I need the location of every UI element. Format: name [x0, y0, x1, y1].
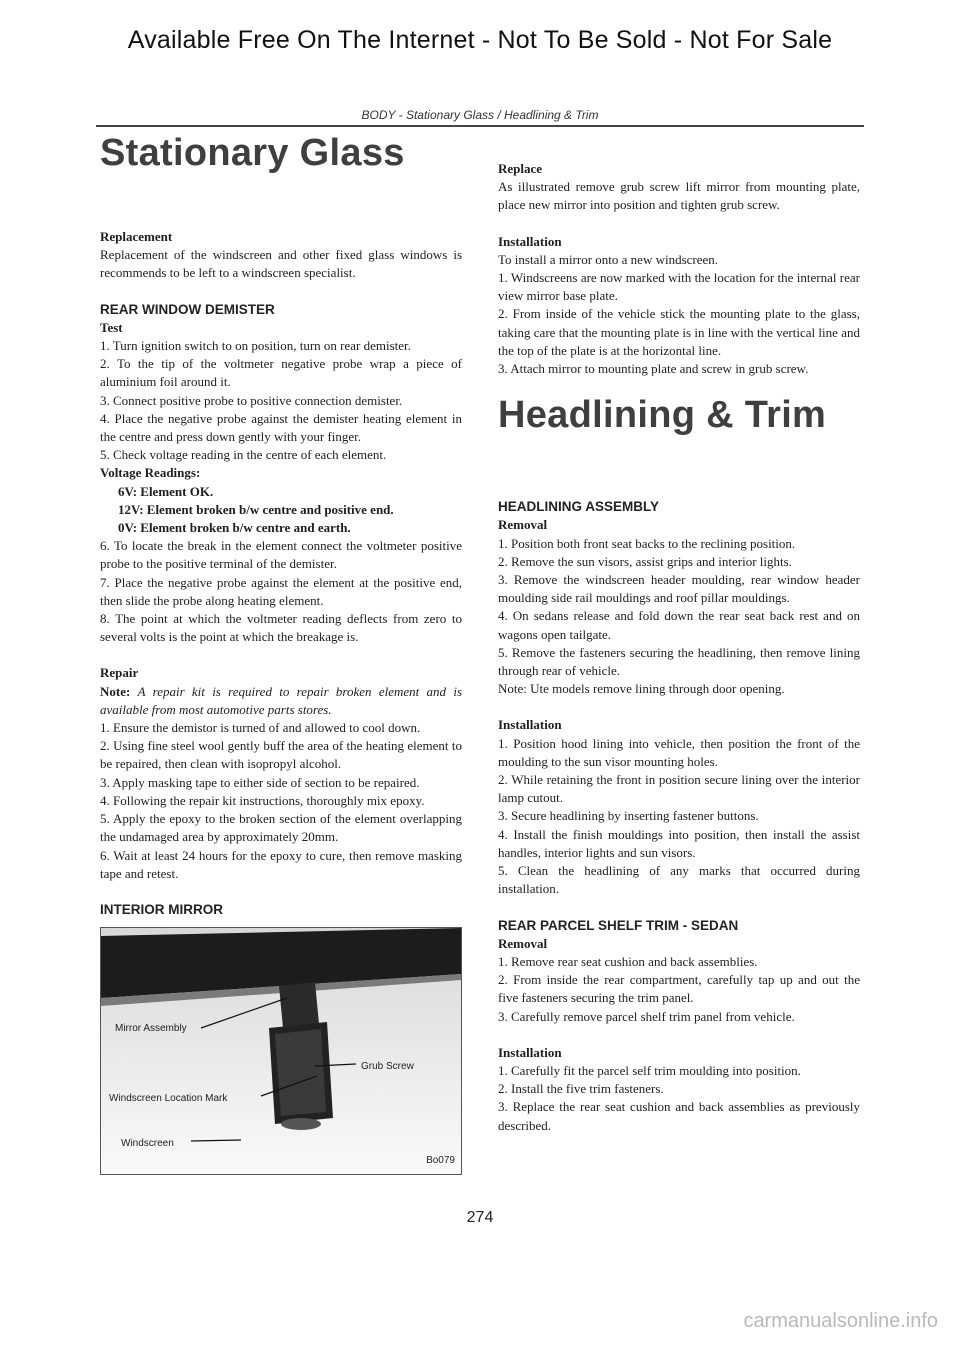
headlining-installation-step: 2. While retaining the front in position secure lining over the interior lamp cutout.: [498, 772, 860, 806]
replacement-text: Replacement of the windscreen and other fixed glass windows is recommends to be left to a windscreen specialist.: [100, 247, 462, 281]
test-step: 8. The point at which the voltmeter reading deflects from zero to several volts is the point at which the breakage is.: [100, 611, 462, 645]
repair-step: 2. Using fine steel wool gently buff the area of the heating element to be repaired, then clean with isopropyl alcohol.: [100, 738, 462, 772]
voltage-reading: 0V: Element broken b/w centre and earth.: [118, 520, 351, 536]
headlining-removal-step: 3. Remove the windscreen header moulding, rear window header moulding side rail mouldings and roof pillar mouldings.: [498, 572, 860, 606]
headlining-installation-step: 3. Secure headlining by inserting fastener buttons.: [498, 808, 759, 824]
mirror-installation-heading: Installation: [498, 233, 562, 249]
parcel-shelf-installation-step: 1. Carefully fit the parcel self trim moulding into position.: [498, 1062, 801, 1078]
rear-demister-heading: REAR WINDOW DEMISTER: [100, 301, 275, 317]
test-step: 2. To the tip of the voltmeter negative probe wrap a piece of aluminium foil around it.: [100, 356, 462, 390]
parcel-shelf-installation-step: 3. Replace the rear seat cushion and back assemblies as previously described.: [498, 1099, 860, 1133]
headlining-installation-heading: Installation: [498, 717, 562, 733]
figure-label-windscreen: Windscreen: [121, 1138, 174, 1150]
mirror-installation-step: 2. From inside of the vehicle stick the mounting plate to the glass, taking care that the mounting plate is in line with the vertical line and the top of the plate is at the horizontal line.: [498, 306, 860, 358]
site-watermark: carmanualsonline.info: [743, 1310, 938, 1332]
parcel-shelf-removal-step: 3. Carefully remove parcel shelf trim panel from vehicle.: [498, 1008, 795, 1024]
test-step: 3. Connect positive probe to positive connection demister.: [100, 392, 403, 408]
headlining-removal-step: 1. Position both front seat backs to the reclining position.: [498, 535, 796, 551]
interior-mirror-heading: INTERIOR MIRROR: [100, 901, 223, 917]
voltage-reading: 12V: Element broken b/w centre and positive end.: [118, 501, 394, 517]
test-heading: Test: [100, 319, 123, 335]
right-column: [498, 160, 860, 1135]
figure-code: Bo079: [426, 1154, 455, 1166]
replace-text: As illustrated remove grub screw lift mirror from mounting plate, place new mirror into position and tighten grub screw.: [498, 179, 860, 213]
section-title-headlining-trim: Headlining & Trim: [498, 394, 827, 437]
test-step: 1. Turn ignition switch to on position, turn on rear demister.: [100, 338, 411, 354]
parcel-shelf-installation-step: 2. Install the five trim fasteners.: [498, 1081, 664, 1097]
headlining-installation-step: 1. Position hood lining into vehicle, then position the front of the moulding to the sun visor mounting holes.: [498, 735, 860, 769]
interior-mirror-figure: [100, 927, 462, 1175]
voltage-readings-heading: Voltage Readings:: [100, 465, 201, 481]
repair-step: 1. Ensure the demistor is turned of and allowed to cool down.: [100, 720, 421, 736]
parcel-shelf-removal-step: 1. Remove rear seat cushion and back assemblies.: [498, 953, 758, 969]
headlining-removal-note: Note: Ute models remove lining through door opening.: [498, 681, 785, 697]
mirror-installation-step: 1. Windscreens are now marked with the location for the internal rear view mirror base plate.: [498, 270, 860, 304]
repair-note-label: Note:: [100, 683, 131, 699]
figure-label-location-mark: Windscreen Location Mark: [109, 1093, 228, 1105]
left-column: [100, 130, 462, 1175]
headlining-removal-step: 5. Remove the fasteners securing the headlining, then remove lining through rear of vehicle.: [498, 644, 860, 679]
mirror-installation-step: 3. Attach mirror to mounting plate and screw in grub screw.: [498, 361, 809, 377]
parcel-shelf-removal-heading: Removal: [498, 935, 548, 951]
distribution-banner: Available Free On The Internet - Not To Be Sold - Not For Sale: [127, 26, 833, 54]
header-rule: [96, 125, 864, 127]
test-step: 6. To locate the break in the element connect the voltmeter positive probe to the positive terminal of the demister.: [100, 538, 462, 572]
repair-note-text: A repair kit is required to repair broken element and is available from most automotive parts stores.: [100, 683, 462, 717]
test-step: 5. Check voltage reading in the centre of each element.: [100, 447, 387, 463]
parcel-shelf-installation-heading: Installation: [498, 1044, 562, 1060]
figure-label-mirror-assembly: Mirror Assembly: [115, 1023, 187, 1035]
headlining-assembly-heading: HEADLINING ASSEMBLY: [498, 499, 660, 515]
test-step: 4. Place the negative probe against the demister heating element in the centre and press down gently with your finger.: [100, 410, 462, 445]
repair-step: 5. Apply the epoxy to the broken section of the element overlapping the undamaged area by approximately 20mm.: [100, 811, 462, 845]
voltage-reading: 6V: Element OK.: [118, 483, 214, 499]
replace-heading: Replace: [498, 161, 543, 176]
running-header: BODY - Stationary Glass / Headlining & Trim: [361, 108, 599, 122]
headlining-installation-step: 4. Install the finish mouldings into position, then install the assist handles, interior lights and sun visors.: [498, 826, 860, 860]
parcel-shelf-removal-step: 2. From inside the rear compartment, carefully tap up and out the five fasteners securing the trim panel.: [498, 972, 860, 1006]
parcel-shelf-heading: REAR PARCEL SHELF TRIM - SEDAN: [498, 917, 739, 933]
repair-step: 6. Wait at least 24 hours for the epoxy to cure, then remove masking tape and retest.: [100, 847, 462, 881]
mirror-installation-intro: To install a mirror onto a new windscreen.: [498, 251, 719, 267]
section-title-stationary-glass: Stationary Glass: [100, 132, 405, 174]
headlining-installation-step: 5. Clean the headlining of any marks that occurred during installation.: [498, 863, 860, 897]
headlining-removal-step: 2. Remove the sun visors, assist grips and interior lights.: [498, 553, 792, 569]
test-step: 7. Place the negative probe against the element at the positive end, then slide the probe along heating element.: [100, 574, 462, 608]
headlining-removal-step: 4. On sedans release and fold down the rear seat back rest and on wagons open tailgate.: [498, 608, 860, 642]
page-number: 274: [466, 1209, 494, 1226]
repair-step: 4. Following the repair kit instructions, thoroughly mix epoxy.: [100, 792, 425, 808]
replacement-heading: Replacement: [100, 229, 173, 244]
headlining-removal-heading: Removal: [498, 517, 548, 533]
figure-label-grub-screw: Grub Screw: [361, 1061, 414, 1073]
repair-heading: Repair: [100, 665, 139, 681]
repair-step: 3. Apply masking tape to either side of section to be repaired.: [100, 774, 420, 790]
repair-note: [100, 683, 462, 719]
